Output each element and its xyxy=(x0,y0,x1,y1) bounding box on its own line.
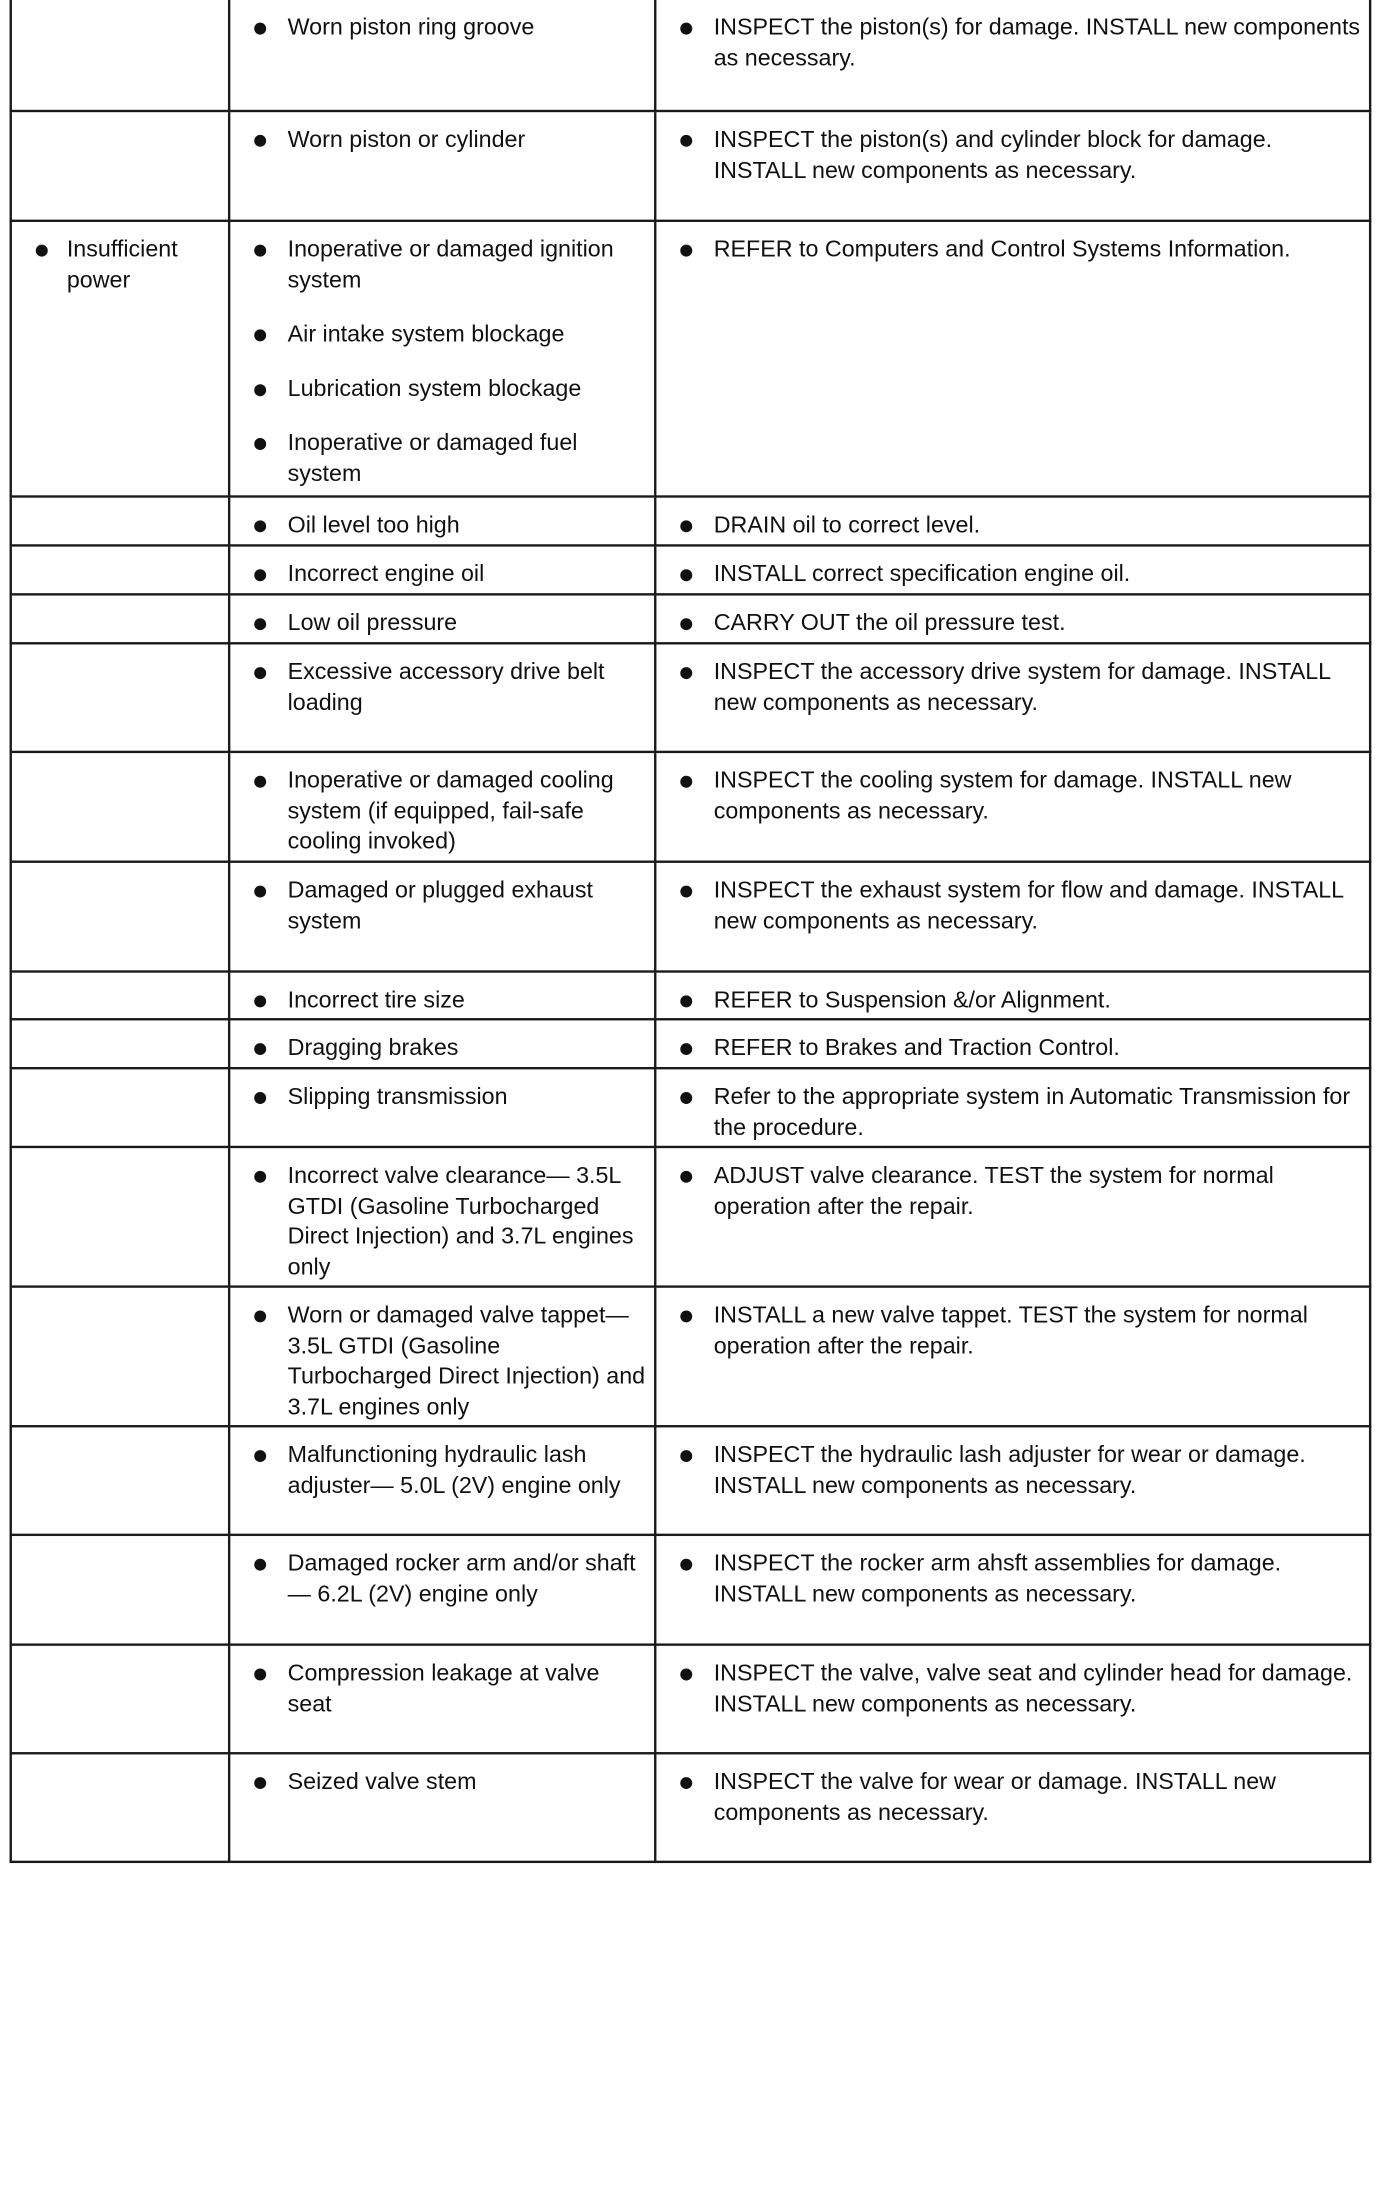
cause-cell xyxy=(229,111,655,221)
action-cell xyxy=(655,752,1370,862)
list-item-text: REFER to Computers and Control Systems Information. xyxy=(713,236,1291,263)
action-cell xyxy=(655,1287,1370,1427)
bullet-icon xyxy=(254,384,266,396)
symptom-cell xyxy=(11,1426,229,1535)
list-item-text: INSPECT the piston(s) for damage. INSTALL new components as necessary. xyxy=(713,14,1361,72)
list-item xyxy=(238,1768,647,1798)
bullet-list xyxy=(664,609,1362,639)
list-item-text: Damaged rocker arm and/or shaft— 6.2L (2V) engine only xyxy=(287,1550,636,1608)
cause-cell xyxy=(229,862,655,972)
bullet-list xyxy=(664,1659,1362,1720)
symptom-cell xyxy=(11,862,229,972)
list-item-text: INSTALL a new valve tappet. TEST the system for normal operation after the repair. xyxy=(713,1302,1308,1359)
symptom-cell xyxy=(11,545,229,594)
table-row xyxy=(11,972,1370,1020)
list-item-text: Inoperative or damaged ignition system xyxy=(287,236,614,294)
bullet-list xyxy=(664,766,1362,827)
list-item xyxy=(238,320,647,350)
action-cell xyxy=(655,643,1370,752)
bullet-icon xyxy=(36,245,48,257)
table-row xyxy=(11,1753,1370,1862)
bullet-list xyxy=(238,1301,647,1423)
bullet-icon xyxy=(254,1092,266,1104)
bullet-icon xyxy=(254,776,266,788)
list-item xyxy=(664,1034,1362,1064)
bullet-list xyxy=(664,511,1362,541)
list-item xyxy=(238,1301,647,1423)
list-item xyxy=(664,986,1362,1016)
bullet-list xyxy=(664,1301,1362,1362)
list-item xyxy=(238,374,647,404)
list-item-text: Incorrect engine oil xyxy=(287,560,485,588)
bullet-icon xyxy=(680,1559,692,1571)
list-item xyxy=(664,876,1362,937)
bullet-list xyxy=(238,1549,647,1610)
bullet-icon xyxy=(254,886,266,898)
bullet-list xyxy=(664,1161,1362,1222)
list-item-text: Worn piston ring groove xyxy=(287,14,535,41)
bullet-list xyxy=(664,235,1362,265)
bullet-icon xyxy=(680,776,692,788)
table-row xyxy=(11,1068,1370,1147)
list-item xyxy=(238,766,647,857)
table-row xyxy=(11,1147,1370,1287)
bullet-icon xyxy=(254,1043,266,1055)
bullet-list xyxy=(238,1034,647,1064)
list-item xyxy=(19,235,221,296)
list-item xyxy=(238,876,647,937)
list-item xyxy=(664,609,1362,639)
list-item xyxy=(664,235,1362,265)
bullet-icon xyxy=(680,1171,692,1183)
symptom-cell xyxy=(11,1068,229,1147)
list-item-text: Slipping transmission xyxy=(287,1083,508,1110)
list-item xyxy=(238,986,647,1016)
list-item xyxy=(238,428,647,489)
action-cell xyxy=(655,111,1370,221)
list-item xyxy=(238,13,647,43)
bullet-icon xyxy=(680,1043,692,1055)
table-body xyxy=(11,0,1370,1862)
symptom-cell xyxy=(11,1535,229,1645)
action-cell xyxy=(655,1019,1370,1068)
action-cell xyxy=(655,1147,1370,1287)
list-item-text: Compression leakage at valve seat xyxy=(287,1660,600,1717)
bullet-list xyxy=(664,560,1362,590)
list-item xyxy=(664,125,1362,186)
action-cell xyxy=(655,221,1370,497)
list-item xyxy=(238,1549,647,1610)
table-row xyxy=(11,221,1370,497)
list-item-text: Refer to the appropriate system in Automatic Transmission for the procedure. xyxy=(713,1083,1351,1141)
symptom-cell xyxy=(11,1287,229,1427)
bullet-icon xyxy=(680,618,692,630)
symptom-cell xyxy=(11,496,229,545)
bullet-list xyxy=(238,609,647,639)
list-item-text: Seized valve stem xyxy=(287,1768,477,1796)
list-item-text: INSPECT the valve for wear or damage. INSTALL new components as necessary. xyxy=(713,1768,1276,1826)
bullet-icon xyxy=(254,1669,266,1681)
cause-cell xyxy=(229,545,655,594)
list-item xyxy=(238,560,647,590)
cause-cell xyxy=(229,1287,655,1427)
action-cell xyxy=(655,1535,1370,1645)
bullet-list xyxy=(238,876,647,937)
cause-cell xyxy=(229,1068,655,1147)
list-item-text: DRAIN oil to correct level. xyxy=(713,512,981,539)
table-row xyxy=(11,0,1370,111)
cause-cell xyxy=(229,221,655,497)
bullet-list xyxy=(19,235,221,296)
list-item-text: Oil level too high xyxy=(287,512,460,539)
list-item xyxy=(664,1441,1362,1502)
table-row xyxy=(11,1287,1370,1427)
list-item-text: Low oil pressure xyxy=(287,609,458,637)
bullet-list xyxy=(238,766,647,857)
bullet-icon xyxy=(680,520,692,532)
symptom-cell xyxy=(11,972,229,1020)
table-row xyxy=(11,643,1370,752)
cause-cell xyxy=(229,496,655,545)
table-row xyxy=(11,594,1370,643)
symptom-cell xyxy=(11,1147,229,1287)
cause-cell xyxy=(229,594,655,643)
list-item-text: Incorrect tire size xyxy=(287,987,465,1014)
symptom-cell xyxy=(11,643,229,752)
diagnostic-table xyxy=(10,0,1372,1863)
bullet-icon xyxy=(254,1310,266,1322)
list-item xyxy=(664,560,1362,590)
action-cell xyxy=(655,862,1370,972)
bullet-icon xyxy=(254,995,266,1007)
bullet-icon xyxy=(254,23,266,35)
list-item-text: INSPECT the exhaust system for flow and damage. INSTALL new components as necessary. xyxy=(713,877,1344,934)
bullet-icon xyxy=(254,1171,266,1183)
bullet-icon xyxy=(680,569,692,581)
list-item-text: INSPECT the hydraulic lash adjuster for wear or damage. INSTALL new components as necessary. xyxy=(713,1441,1306,1499)
table-row xyxy=(11,1019,1370,1068)
bullet-list xyxy=(238,1768,647,1798)
list-item-text: Malfunctioning hydraulic lash adjuster— 5.0L (2V) engine only xyxy=(287,1441,621,1499)
bullet-icon xyxy=(254,1559,266,1571)
table-row xyxy=(11,111,1370,221)
bullet-icon xyxy=(680,135,692,147)
bullet-icon xyxy=(680,995,692,1007)
bullet-icon xyxy=(254,438,266,450)
bullet-list xyxy=(238,125,647,155)
list-item xyxy=(664,1549,1362,1610)
list-item-text: Excessive accessory drive belt loading xyxy=(287,658,605,716)
symptom-cell xyxy=(11,594,229,643)
action-cell xyxy=(655,545,1370,594)
bullet-icon xyxy=(680,1310,692,1322)
bullet-list xyxy=(238,1659,647,1720)
bullet-icon xyxy=(680,1777,692,1789)
list-item-text: Worn or damaged valve tappet— 3.5L GTDI (Gasoline Turbocharged Direct Injection) and 3.7L engines only xyxy=(287,1302,646,1420)
bullet-list xyxy=(664,658,1362,719)
list-item xyxy=(664,1161,1362,1222)
list-item xyxy=(238,658,647,719)
list-item xyxy=(664,1083,1362,1144)
list-item xyxy=(664,1768,1362,1829)
table-row xyxy=(11,1535,1370,1645)
symptom-cell xyxy=(11,752,229,862)
list-item xyxy=(238,235,647,296)
bullet-list xyxy=(664,1441,1362,1502)
list-item-text: INSPECT the accessory drive system for damage. INSTALL new components as necessary. xyxy=(713,658,1331,716)
bullet-list xyxy=(238,658,647,719)
symptom-cell xyxy=(11,111,229,221)
list-item-text: Incorrect valve clearance— 3.5L GTDI (Gasoline Turbocharged Direct Injection) and 3.7L engines only xyxy=(287,1162,634,1281)
bullet-list xyxy=(664,1083,1362,1144)
list-item-text: REFER to Suspension &/or Alignment. xyxy=(713,987,1111,1014)
action-cell xyxy=(655,496,1370,545)
bullet-list xyxy=(664,1768,1362,1829)
list-item-text: CARRY OUT the oil pressure test. xyxy=(713,609,1066,637)
list-item xyxy=(238,1441,647,1502)
cause-cell xyxy=(229,0,655,111)
action-cell xyxy=(655,1645,1370,1754)
bullet-icon xyxy=(680,886,692,898)
bullet-list xyxy=(238,511,647,541)
action-cell xyxy=(655,1426,1370,1535)
list-item-text: INSPECT the cooling system for damage. INSTALL new components as necessary. xyxy=(713,767,1292,825)
bullet-icon xyxy=(254,520,266,532)
cause-cell xyxy=(229,1753,655,1862)
bullet-list xyxy=(238,235,647,489)
list-item-text: Worn piston or cylinder xyxy=(287,126,526,153)
symptom-cell xyxy=(11,1753,229,1862)
list-item xyxy=(238,511,647,541)
bullet-list xyxy=(238,1083,647,1113)
list-item-text: Lubrication system blockage xyxy=(287,375,582,402)
bullet-list xyxy=(238,560,647,590)
list-item-text: INSPECT the piston(s) and cylinder block for damage. INSTALL new components as necessary. xyxy=(713,126,1273,184)
bullet-icon xyxy=(254,329,266,341)
bullet-list xyxy=(238,1441,647,1502)
action-cell xyxy=(655,1068,1370,1147)
bullet-icon xyxy=(254,1450,266,1462)
bullet-list xyxy=(238,986,647,1016)
list-item-text: Inoperative or damaged cooling system (if equipped, fail-safe cooling invoked) xyxy=(287,767,614,855)
cause-cell xyxy=(229,752,655,862)
list-item xyxy=(664,1659,1362,1720)
action-cell xyxy=(655,0,1370,111)
cause-cell xyxy=(229,1426,655,1535)
bullet-list xyxy=(238,1161,647,1283)
list-item-text: Inoperative or damaged fuel system xyxy=(287,429,578,487)
bullet-icon xyxy=(680,1669,692,1681)
bullet-icon xyxy=(680,23,692,35)
table-row xyxy=(11,1426,1370,1535)
action-cell xyxy=(655,1753,1370,1862)
list-item-text: INSTALL correct specification engine oil. xyxy=(713,560,1131,588)
table-row xyxy=(11,752,1370,862)
action-cell xyxy=(655,972,1370,1020)
bullet-icon xyxy=(254,135,266,147)
symptom-cell xyxy=(11,221,229,497)
list-item xyxy=(664,511,1362,541)
list-item xyxy=(238,1659,647,1720)
list-item-text: Damaged or plugged exhaust system xyxy=(287,877,593,934)
list-item xyxy=(238,1161,647,1283)
list-item xyxy=(238,1034,647,1064)
table-row xyxy=(11,496,1370,545)
bullet-list xyxy=(238,13,647,43)
cause-cell xyxy=(229,1645,655,1754)
list-item-text: INSPECT the rocker arm ahsft assemblies for damage. INSTALL new components as necessary. xyxy=(713,1550,1282,1608)
list-item-text: INSPECT the valve, valve seat and cylinder head for damage. INSTALL new components as necessary. xyxy=(713,1660,1353,1717)
table-row xyxy=(11,545,1370,594)
list-item xyxy=(238,609,647,639)
list-item-text: Insufficient power xyxy=(66,236,178,294)
bullet-icon xyxy=(254,618,266,630)
list-item-text: Dragging brakes xyxy=(287,1034,459,1062)
bullet-icon xyxy=(680,1092,692,1104)
bullet-icon xyxy=(254,245,266,257)
list-item xyxy=(238,125,647,155)
bullet-list xyxy=(664,1549,1362,1610)
bullet-icon xyxy=(680,1450,692,1462)
symptom-cell xyxy=(11,1019,229,1068)
list-item xyxy=(664,1301,1362,1362)
symptom-cell xyxy=(11,0,229,111)
cause-cell xyxy=(229,1147,655,1287)
bullet-icon xyxy=(680,245,692,257)
cause-cell xyxy=(229,972,655,1020)
list-item xyxy=(664,766,1362,827)
list-item-text: ADJUST valve clearance. TEST the system for normal operation after the repair. xyxy=(713,1162,1274,1220)
symptom-cell xyxy=(11,1645,229,1754)
action-cell xyxy=(655,594,1370,643)
list-item-text: REFER to Brakes and Traction Control. xyxy=(713,1034,1120,1062)
table-row xyxy=(11,862,1370,972)
list-item xyxy=(664,658,1362,719)
cause-cell xyxy=(229,1019,655,1068)
bullet-icon xyxy=(254,1777,266,1789)
bullet-list xyxy=(664,876,1362,937)
bullet-icon xyxy=(254,569,266,581)
list-item-text: Air intake system blockage xyxy=(287,321,565,348)
bullet-list xyxy=(664,125,1362,186)
list-item xyxy=(664,13,1362,74)
bullet-list xyxy=(664,13,1362,74)
cause-cell xyxy=(229,643,655,752)
bullet-icon xyxy=(680,667,692,679)
bullet-list xyxy=(664,1034,1362,1064)
bullet-list xyxy=(664,986,1362,1016)
bullet-icon xyxy=(254,667,266,679)
cause-cell xyxy=(229,1535,655,1645)
table-row xyxy=(11,1645,1370,1754)
list-item xyxy=(238,1083,647,1113)
